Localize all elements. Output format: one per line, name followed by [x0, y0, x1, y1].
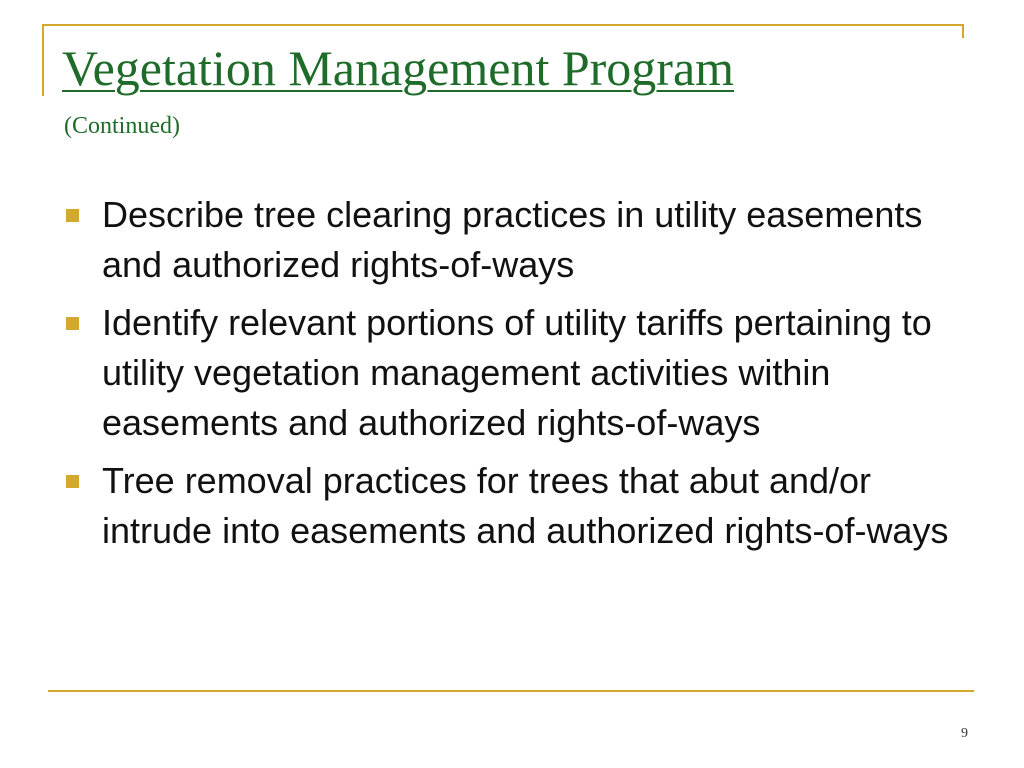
bullet-text: Tree removal practices for trees that abut and/or intrude into easements and authorized rights-of-ways: [102, 460, 949, 551]
square-bullet-icon: [66, 317, 79, 330]
square-bullet-icon: [66, 475, 79, 488]
frame-top-rule: [42, 24, 964, 26]
frame-right-rule: [962, 24, 964, 38]
bullet-item: [60, 190, 980, 290]
bullet-text: Identify relevant portions of utility tariffs pertaining to utility vegetation management activities within easements and authorized rights-of-ways: [102, 302, 932, 443]
frame-left-rule: [42, 24, 44, 96]
slide-title: Vegetation Management Program: [62, 40, 735, 96]
page-number: 9: [961, 726, 968, 741]
bullet-list: [60, 190, 980, 564]
bullet-item: [60, 456, 980, 556]
square-bullet-icon: [66, 209, 79, 222]
bullet-text: Describe tree clearing practices in utility easements and authorized rights-of-ways: [102, 194, 923, 285]
footer-rule: [48, 690, 974, 692]
bullet-item: [60, 298, 980, 448]
slide-subtitle: (Continued): [64, 113, 180, 139]
